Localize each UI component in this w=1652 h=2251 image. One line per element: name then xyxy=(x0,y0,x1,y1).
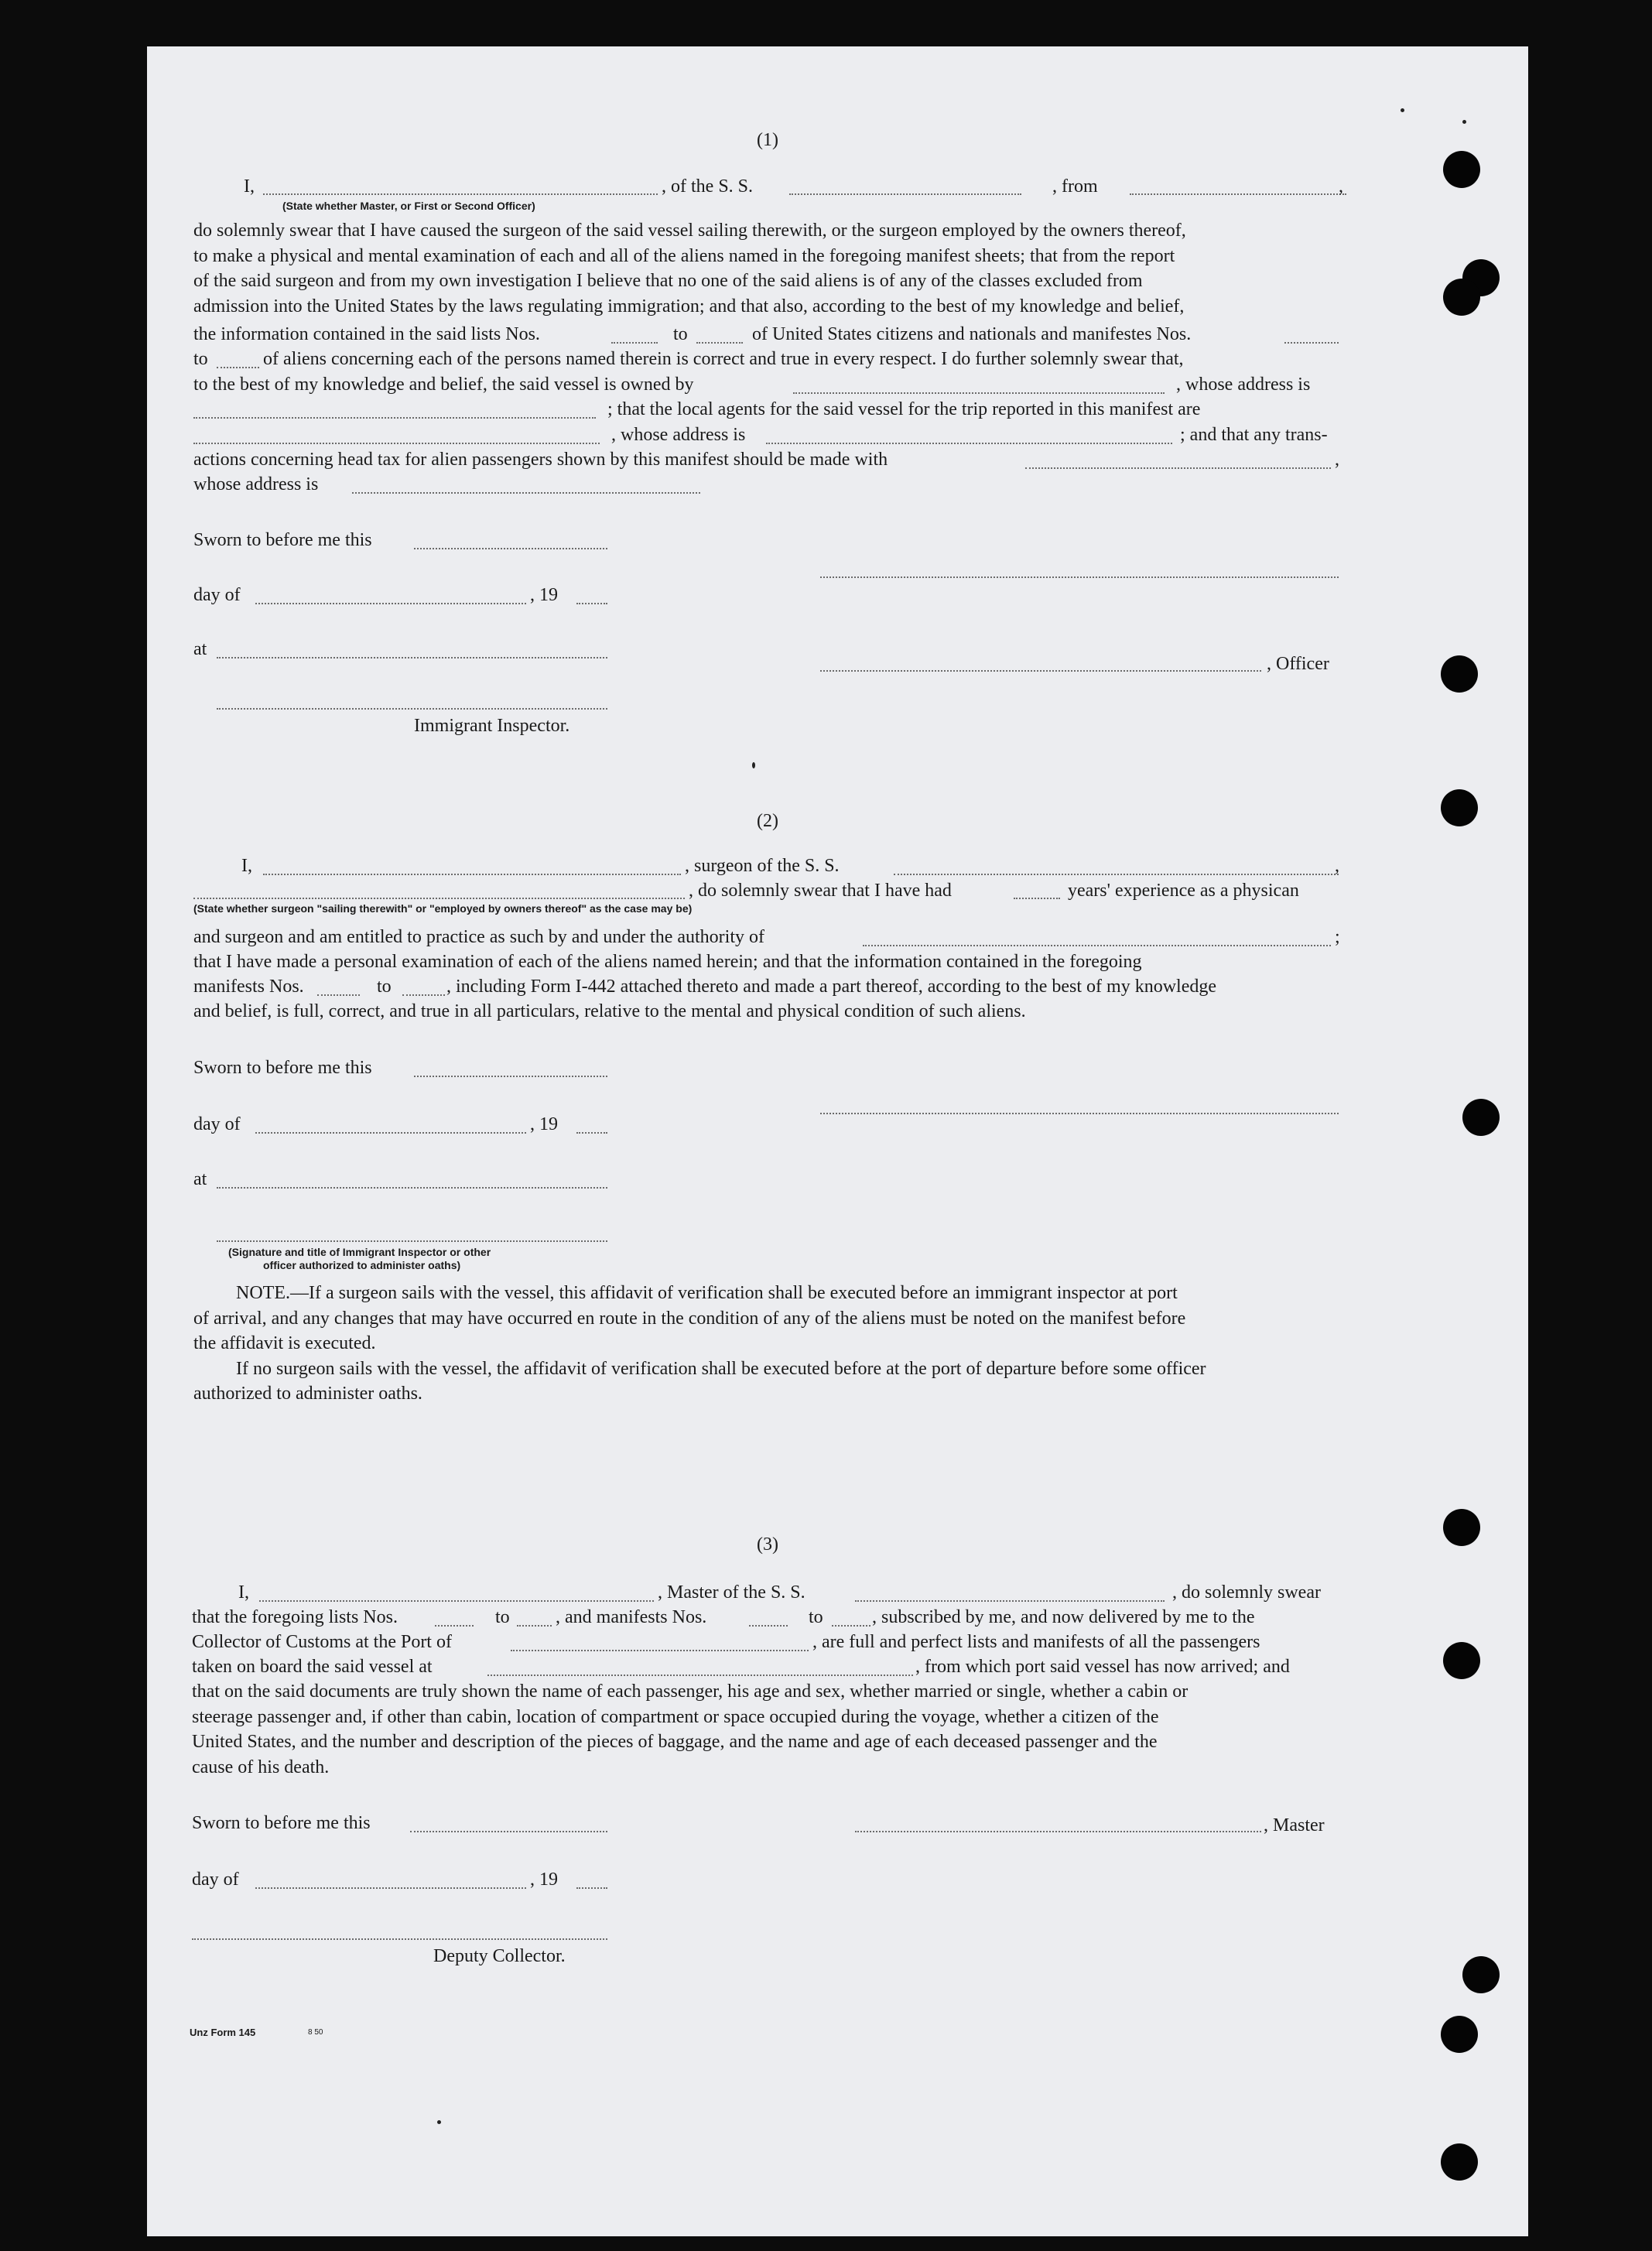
s1-trans: ; and that any trans- xyxy=(1180,425,1328,445)
s2-at-field[interactable] xyxy=(217,1187,607,1189)
s3-sworn-field[interactable] xyxy=(410,1831,607,1832)
s2-authority-end: ; xyxy=(1335,927,1340,947)
s1-officer-note: (State whether Master, or First or Second Officer) xyxy=(282,200,535,212)
s1-owned-by: to the best of my knowledge and belief, the said vessel is owned by xyxy=(193,375,694,395)
s3-master-sig: , Master xyxy=(1264,1815,1325,1835)
s2-sig-note-2: officer authorized to administer oaths) xyxy=(263,1259,461,1271)
s1-day-of: day of xyxy=(193,585,241,605)
s3-para-line: cause of his death. xyxy=(192,1757,330,1777)
s1-officer-sig-field[interactable] xyxy=(820,670,1261,672)
s2-name-field[interactable] xyxy=(263,874,681,875)
s3-taken-field[interactable] xyxy=(487,1675,913,1676)
dust-speck xyxy=(1462,120,1466,124)
s2-manifests-field-b[interactable] xyxy=(402,994,445,996)
s2-end: , xyxy=(1335,856,1339,876)
s2-manifests-b: , including Form I-442 attached thereto and made a part thereof, according to the best of my knowledge xyxy=(446,977,1217,997)
s3-taken: taken on board the said vessel at xyxy=(192,1657,433,1677)
s1-local-agents: ; that the local agents for the said vessel for the trip reported in this manifest are xyxy=(607,399,1201,419)
s2-experience: years' experience as a physican xyxy=(1068,881,1299,901)
punch-hole xyxy=(1441,2143,1478,2181)
s2-note-paragraph xyxy=(193,1281,1339,1407)
s2-note-line: of arrival, and any changes that may have occurred en route in the condition of any of the aliens must be noted on the manifest before xyxy=(193,1308,1186,1329)
punch-hole xyxy=(1462,1956,1500,1993)
s3-swear: , do solemnly swear xyxy=(1172,1582,1321,1603)
s3-full: , are full and perfect lists and manifests of all the passengers xyxy=(812,1632,1260,1652)
s3-lists-field-a[interactable] xyxy=(435,1625,474,1627)
s1-aliens-text: of aliens concerning each of the persons named therein is correct and true in every respect. I do further solemnly swear that, xyxy=(263,349,1184,369)
s3-manifests: , and manifests Nos. xyxy=(556,1607,707,1627)
s2-surgeon: , surgeon of the S. S. xyxy=(685,856,840,876)
s2-vessel-field[interactable] xyxy=(894,874,1339,875)
s2-status-field[interactable] xyxy=(193,898,685,899)
s3-manifests-field-a[interactable] xyxy=(749,1625,788,1627)
punch-hole xyxy=(1441,655,1478,693)
s1-from: , from xyxy=(1052,176,1098,197)
footer-code: 8 50 xyxy=(308,2028,323,2037)
punch-hole xyxy=(1443,279,1480,316)
s3-para-line: that on the said documents are truly shown the name of each passenger, his age and sex, whether married or single, whether a cabin or xyxy=(192,1681,1189,1702)
s3-para-line: steerage passenger and, if other than cabin, location of compartment or space occupied during the voyage, whether a citizen of the xyxy=(192,1706,1159,1727)
s2-year: , 19 xyxy=(530,1114,558,1134)
dust-speck xyxy=(1401,108,1404,112)
s3-manifests-field-b[interactable] xyxy=(832,1625,870,1627)
s3-lists-field-b[interactable] xyxy=(517,1625,552,1627)
s1-sworn-field[interactable] xyxy=(414,548,607,549)
s1-inspector-sig-field[interactable] xyxy=(217,708,607,710)
s1-whose-address-2: , whose address is xyxy=(611,425,746,445)
s1-agents-field[interactable] xyxy=(193,443,600,444)
s3-sworn: Sworn to before me this xyxy=(192,1813,371,1833)
s1-lists-to: to xyxy=(673,324,688,344)
footer-form: Unz Form 145 xyxy=(190,2027,256,2038)
s1-from-field[interactable] xyxy=(1130,193,1346,195)
s1-year-field[interactable] xyxy=(576,603,607,604)
s2-sig-note-1: (Signature and title of Immigrant Inspector or other xyxy=(228,1246,491,1258)
s1-head-tax-address-field[interactable] xyxy=(352,492,700,494)
s1-vessel-field[interactable] xyxy=(789,193,1021,195)
s1-lists: the information contained in the said lists Nos. xyxy=(193,324,540,344)
punch-hole xyxy=(1441,2016,1478,2053)
s3-day-field[interactable] xyxy=(255,1887,526,1889)
s1-address-field[interactable] xyxy=(193,417,596,419)
s2-manifests: manifests Nos. xyxy=(193,977,304,997)
s1-at-field[interactable] xyxy=(217,657,607,659)
s1-lists-field-a[interactable] xyxy=(611,342,658,344)
s1-day-field[interactable] xyxy=(255,603,526,604)
s1-actions: actions concerning head tax for alien passengers shown by this manifest should be made with xyxy=(193,450,888,470)
s3-lists-to: to xyxy=(495,1607,510,1627)
s1-i: I, xyxy=(244,176,255,197)
s2-note-line: NOTE.—If a surgeon sails with the vessel, this affidavit of verification shall be executed before an immigrant inspector at port xyxy=(236,1283,1178,1303)
s2-sworn-field[interactable] xyxy=(414,1076,607,1077)
s1-line1-end: , xyxy=(1339,176,1343,197)
s1-para-line: do solemnly swear that I have caused the surgeon of the said vessel sailing therewith, or the surgeon employed by the owners thereof, xyxy=(193,221,1186,241)
s2-inspector-sig-field[interactable] xyxy=(217,1240,607,1242)
s2-sworn: Sworn to before me this xyxy=(193,1058,372,1078)
s3-year-field[interactable] xyxy=(576,1887,607,1889)
s2-note-line: authorized to administer oaths. xyxy=(193,1384,422,1404)
s2-i: I, xyxy=(241,856,252,876)
s1-manifests-field[interactable] xyxy=(1284,342,1339,344)
s1-head-tax-field[interactable] xyxy=(1025,467,1331,469)
s1-actions-end: , xyxy=(1335,450,1339,470)
s1-year: , 19 xyxy=(530,585,558,605)
s3-paragraph xyxy=(192,1679,1339,1780)
s1-inspector: Immigrant Inspector. xyxy=(414,716,570,736)
dust-speck xyxy=(752,762,755,768)
s3-master-sig-field[interactable] xyxy=(855,1831,1261,1832)
s2-manifests-to: to xyxy=(377,977,392,997)
s2-authority: and surgeon and am entitled to practice as such by and under the authority of xyxy=(193,927,764,947)
s2-swear: , do solemnly swear that I have had xyxy=(689,881,952,901)
s3-subscribed: , subscribed by me, and now delivered by me to the xyxy=(872,1607,1255,1627)
s2-authority-field[interactable] xyxy=(863,945,1331,946)
s1-whose-address-3: whose address is xyxy=(193,474,319,494)
s2-year-field[interactable] xyxy=(576,1132,607,1134)
s1-at: at xyxy=(193,639,207,659)
s3-name-field[interactable] xyxy=(259,1600,654,1602)
manifest-page xyxy=(147,46,1528,2236)
s3-deputy-sig-field[interactable] xyxy=(192,1938,607,1940)
s3-from-port: , from which port said vessel has now arrived; and xyxy=(915,1657,1290,1677)
s1-para-line: admission into the United States by the laws regulating immigration; and that also, according to the best of my knowledge and belief, xyxy=(193,296,1185,316)
s1-owner-field[interactable] xyxy=(793,392,1165,394)
s3-lists: that the foregoing lists Nos. xyxy=(192,1607,398,1627)
s2-signature-field[interactable] xyxy=(820,1113,1339,1114)
s2-note-line: the affidavit is executed. xyxy=(193,1333,376,1353)
s3-year: , 19 xyxy=(530,1870,558,1890)
s3-day-of: day of xyxy=(192,1870,239,1890)
s2-manifests-field-a[interactable] xyxy=(317,994,360,996)
section-3-number: (3) xyxy=(757,1534,778,1555)
s1-para-line: to make a physical and mental examination of each and all of the aliens named in the foregoing manifest sheets; that from the report xyxy=(193,245,1175,266)
punch-hole xyxy=(1443,151,1480,188)
s2-note-line: If no surgeon sails with the vessel, the affidavit of verification shall be executed before at the port of departure before some officer xyxy=(236,1358,1206,1379)
s1-aliens-to: to xyxy=(193,349,208,369)
s1-whose-address: , whose address is xyxy=(1176,375,1311,395)
s3-collector: Collector of Customs at the Port of xyxy=(192,1632,452,1652)
s2-at: at xyxy=(193,1169,207,1189)
section-1-number: (1) xyxy=(757,130,778,150)
s3-manifests-to: to xyxy=(809,1607,823,1627)
s1-officer: , Officer xyxy=(1267,654,1329,674)
dust-speck xyxy=(437,2120,441,2124)
s2-note: (State whether surgeon "sailing therewith" or "employed by owners thereof" as the case may be) xyxy=(193,902,693,915)
s2-day-of: day of xyxy=(193,1114,241,1134)
punch-hole xyxy=(1443,1642,1480,1679)
s2-day-field[interactable] xyxy=(255,1132,526,1134)
s3-master: , Master of the S. S. xyxy=(658,1582,805,1603)
s3-port-field[interactable] xyxy=(511,1650,809,1651)
s2-years-field[interactable] xyxy=(1014,898,1060,899)
s1-lists-field-b[interactable] xyxy=(696,342,743,344)
s1-lists-b: of United States citizens and nationals and manifestes Nos. xyxy=(752,324,1192,344)
punch-hole xyxy=(1443,1509,1480,1546)
s2-exam-line: that I have made a personal examination of each of the aliens named herein; and that the information contained in the foregoing xyxy=(193,952,1142,972)
punch-hole xyxy=(1441,789,1478,826)
s2-exam xyxy=(193,949,1339,975)
s2-belief: and belief, is full, correct, and true in all particulars, relative to the mental and physical condition of such aliens. xyxy=(193,1001,1026,1021)
s1-para-line: of the said surgeon and from my own investigation I believe that no one of the said aliens is of any of the classes excluded from xyxy=(193,271,1143,291)
s1-agents-address-field[interactable] xyxy=(766,443,1172,444)
s3-vessel-field[interactable] xyxy=(855,1600,1165,1602)
s1-of-ss: , of the S. S. xyxy=(662,176,754,197)
s3-para-line: United States, and the number and description of the pieces of baggage, and the name and age of each deceased passenger and the xyxy=(192,1732,1158,1752)
s1-paragraph xyxy=(193,218,1339,319)
s1-officer-field[interactable] xyxy=(263,193,658,195)
s1-aliens-field[interactable] xyxy=(217,367,259,368)
s1-signature-field[interactable] xyxy=(820,576,1339,578)
section-2-number: (2) xyxy=(757,811,778,831)
punch-hole xyxy=(1462,1099,1500,1136)
s3-i: I, xyxy=(238,1582,249,1603)
s1-sworn: Sworn to before me this xyxy=(193,530,372,550)
s3-deputy: Deputy Collector. xyxy=(433,1946,566,1966)
